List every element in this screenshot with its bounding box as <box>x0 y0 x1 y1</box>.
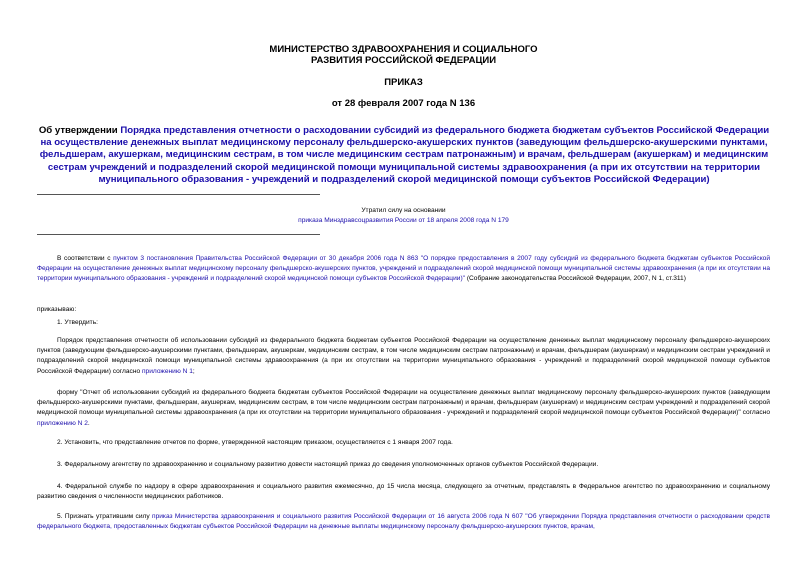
divider-top <box>37 194 320 195</box>
title-link[interactable]: Порядка представления отчетности о расходовании субсидий из федерального бюджета бюджетам субъектов Российской Федерации на осуществление денежных выплат медицинскому персоналу фельдшерско-акушерских пунктов (заведующим фельдшерско-акушерскими пунктами, фельдшерам, акушеркам, медицинским сестрам, в том числе медицинским сестрам патронажным) и врачам, фельдшерам (акушеркам) и медицинским сестрам учреждений и подразделений скорой медицинской помощи муниципальной системы здравоохранения (а при их отсутствии на территории муниципального образования - учреждений и подразделений скорой медицинской помощи субъектов Российской Федерации) <box>39 125 770 185</box>
paragraph-item-5 <box>37 512 770 532</box>
divider-bottom <box>37 234 320 235</box>
status-note <box>0 206 807 226</box>
doc-date-number: от 28 февраля 2007 года N 136 <box>331 98 476 109</box>
form-end: . <box>87 419 90 427</box>
appendix-2-link[interactable]: приложению N 2 <box>37 419 88 427</box>
paragraph-item-3: 3. Федеральному агентству по здравоохранению и социальному развитию довести настоящий приказ до сведения уполномоченных органов субъектов Российской Федерации. <box>57 461 599 468</box>
paragraph-item-4: 4. Федеральной службе по надзору в сфере здравоохранения и социального развития ежемесячно, до 15 числа месяца, следующего за отчетным, представлять в Федеральное агентство по здравоохранению и социальному развитию сведения о численности медицинских работников. <box>37 483 770 501</box>
repealed-order-link[interactable]: приказ Министерства здравоохранения и социального развития Российской Федерации от 16 августа 2006 года N 607 "Об утверждении Порядка представления отчетности о расходовании средств федерального бюджета, предоставленных бюджетам субъектов Российской Федерации на денежные выплаты медицинскому персоналу фельдшерско-акушерских пунктов, врачам, <box>37 513 770 531</box>
paragraph-preamble <box>37 254 770 285</box>
preamble-decree-link[interactable]: пунктом 3 постановления Правительства Российской Федерации от 30 декабря 2006 года N 863 "О порядке предоставления в 2007 году субсидий из федерального бюджета бюджетам субъектов Российской Федерации на осуществление денежных выплат медицинскому персоналу фельдшерско-акушерских пунктов, учреждений и подразделений скорой медицинской помощи муниципальной системы здравоохранения (а при их отсутствии на территории муниципального образования - учреждений и подразделений скорой медицинской помощи субъектов Российской Федерации)" <box>37 255 771 283</box>
document-title <box>34 125 774 186</box>
appendix-1-link[interactable]: приложению N 1 <box>141 367 193 375</box>
status-repeal-link[interactable]: приказа Минздравсоцразвития России от 18 апреля 2008 года N 179 <box>298 217 509 224</box>
paragraph-procedure <box>37 336 770 377</box>
form-text: форму "Отчет об использовании субсидий из федерального бюджета бюджетам субъектов Российской Федерации на осуществление денежных выплат медицинскому персоналу фельдшерско-акушерских пунктов (заведующим фельдшерско-акушерскими пунктами, фельдшерам, акушеркам, медицинским сестрам, в том числе медицинским сестрам патронажным) и врачам, фельдшерам (акушеркам) и медицинским сестрам учреждений и подразделений скорой медицинской помощи муниципальной системы здравоохранения (а при их отсутствии на территории муниципального образования - учреждений и подразделений скорой медицинской помощи субъектов Российской Федерации)" согласно <box>37 389 770 417</box>
ministry-name <box>0 44 807 66</box>
paragraph-form <box>37 388 770 429</box>
ministry-line-2: РАЗВИТИЯ РОССИЙСКОЙ ФЕДЕРАЦИИ <box>310 55 497 66</box>
preamble-source: (Собрание законодательства Российской Федерации, 2007, N 1, ст.311) <box>465 275 686 283</box>
procedure-text: Порядок представления отчетности об использовании субсидий из федерального бюджета бюджетам субъектов Российской Федерации на осуществление денежных выплат медицинскому персоналу фельдшерско-акушерских пунктов (заведующим фельдшерско-акушерскими пунктами, фельдшерам, акушеркам, медицинским сестрам, в том числе медицинским сестрам патронажным) и врачам, фельдшерам (акушеркам) и медицинским сестрам учреждений и подразделений скорой медицинской помощи муниципальной системы здравоохранения (а при их отсутствии на территории муниципального образования - учреждений и подразделений скорой медицинской помощи субъектов Российской Федерации) согласно <box>37 337 770 375</box>
ministry-line-1: МИНИСТЕРСТВО ЗДРАВООХРАНЕНИЯ И СОЦИАЛЬНОГО <box>269 44 538 55</box>
item-5-text: 5. Признать утратившим силу <box>57 513 152 520</box>
preamble-text: В соответствии с <box>57 255 114 262</box>
paragraph-order: приказываю: <box>37 306 77 313</box>
paragraph-item-2: 2. Установить, что представление отчетов по форме, утвержденной настоящим приказом, осуществляется с 1 января 2007 года. <box>57 439 453 446</box>
title-prefix: Об утверждении <box>38 125 121 136</box>
paragraph-item-1: 1. Утвердить: <box>57 319 98 326</box>
status-line-1: Утратил силу на основании <box>361 207 446 214</box>
procedure-end: ; <box>192 367 195 375</box>
doc-type: ПРИКАЗ <box>384 77 423 88</box>
